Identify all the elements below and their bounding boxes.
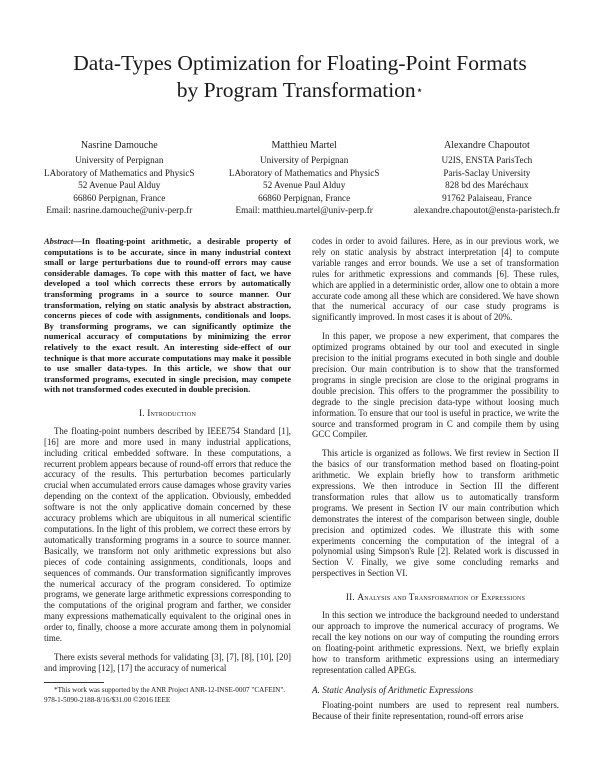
right-column bbox=[312, 236, 559, 722]
copyright-notice: 978-1-5090-2188-8/16/$31.00 ©2016 IEEE bbox=[44, 695, 171, 704]
left-column bbox=[44, 236, 291, 706]
title-footnote-mark: ⋆ bbox=[415, 83, 424, 97]
author-1 bbox=[44, 139, 195, 217]
funding-footnote: *This work was supported by the ANR Project ANR-12-INSE-0007 "CAFEIN". bbox=[54, 685, 286, 694]
author-affiliation: University of Perpignan bbox=[75, 155, 164, 165]
paper-title bbox=[40, 50, 560, 104]
author-name: Matthieu Martel bbox=[271, 140, 337, 151]
paragraph-gap bbox=[312, 440, 559, 448]
subsection-a-label: A. bbox=[312, 684, 320, 695]
section-2-title: Analysis and Transformation of Expressions bbox=[357, 592, 526, 603]
author-affiliation-lab: LAboratory of Mathematics and PhysicS bbox=[44, 167, 195, 178]
section-2-paragraph-1: In this section we introduce the background needed to understand our approach to improve the numerical accuracy of programs. We recall the key notions on our way of computing the rounding errors on floating-point arithmetic expressions. Next, we briefly explain how to transform arithmetic expressions using an intermediary representation called APEGs. bbox=[312, 610, 559, 675]
author-name: Nasrine Damouche bbox=[80, 140, 158, 151]
author-email: Email: nasrine.damouche@univ-perp.fr bbox=[46, 205, 193, 215]
author-block bbox=[44, 139, 560, 217]
abstract-lead: Abstract bbox=[44, 236, 74, 246]
right-paragraph-2: In this paper, we propose a new experiment, that compares the optimized programs obtained by our tool and executed in single precision to the initial programs executed in both single and double precision. Our main contribution is to show that the transformed programs in single precision are close to the original programs in double precision. This offers to the programmer the possibility to degrade to the single precision data-type without loosing much information. To ensure that our tool is useful in practice, we write the source and transformed program in C and compile them by using GCC Compiler. bbox=[312, 331, 559, 440]
intro-paragraph-2: There exists several methods for validating [3], [7], [8], [10], [20] and improving [12], [17] the accuracy of numerical bbox=[44, 651, 291, 673]
section-1-title: Introduction bbox=[147, 407, 197, 418]
author-address: 52 Avenue Paul Alduy bbox=[78, 180, 161, 190]
right-paragraph-3: This article is organized as follows. We first review in Section II the basics of our transformation method based on floating-point arithmetic. We explain briefly how to transform arithmetic expressions. We then introduce in Section III the different transformation rules that allow us to automatically transform programs. We present in Section IV our main contribution which demonstrates the interest of the comparison between single, double precision and optimized codes. We illustrate this with some experiments concerning the computation of the integral of a polynomial using Simpson's Rule [2]. Related work is discussed in Section V. Finally, we give some concluding remarks and perspectives in Section VI. bbox=[312, 448, 559, 579]
intro-paragraph-1: The floating-point numbers described by IEEE754 Standard [1], [16] are more and more used in many industrial applications, including critical embedded software. In these computations, a recurrent problem appears because of round-off errors that reduce the accuracy of the results. This perturbation becomes particularly crucial when accumulated errors cause damages whose gravity varies depending on the context of the application. Obviously, embedded software is not the only applicative domain concerned by these accuracy problems which are ubiquitous in all numerical scientific computations. In the light of this problem, we correct these errors by automatically transforming programs in a source to source manner. Basically, we transform not only arithmetic expressions but also pieces of code containing assignments, conditionals, loops and sequences of commands. Our transformation significantly improves the numerical accuracy of the program considered. To optimize programs, we generate large arithmetic expressions corresponding to the computations of the original program and farther, we consider many expressions mathematically equivalent to the original ones in order to, finally, choose a more accurate among them in polynomial time. bbox=[44, 425, 291, 644]
title-line-2-wrapper bbox=[40, 77, 560, 104]
author-email: alexandre.chapoutot@ensta-paristech.fr bbox=[413, 205, 560, 215]
footnote-divider bbox=[44, 682, 104, 683]
author-affiliation: University of Perpignan bbox=[260, 155, 349, 165]
author-address: 52 Avenue Paul Alduy bbox=[263, 180, 346, 190]
abstract-text: —In floating-point arithmetic, a desirable property of computations is to be accurate, since in many industrial context small or large perturbations due to round-off errors may cause considerable damages. To cope with this matter of fact, we have developed a tool which corrects these errors by automatically transforming programs in a source to source manner. Our transformation, relying on static analysis by abstract abstraction, concerns pieces of code with assignments, conditionals and loops. By transforming programs, we can significantly optimize the numerical accuracy of computations by minimizing the error relatively to the exact result. An interesting side-effect of our technique is that more accurate computations may make it possible to use smaller data-types. In this article, we show that our transformed programs, executed in single precision, may compete with not transformed codes executed in double precision. bbox=[44, 236, 291, 395]
section-1-number: I. bbox=[138, 407, 145, 418]
subsection-a-paragraph-1: Floating-point numbers are used to represent real numbers. Because of their finite representation, round-off errors arise bbox=[312, 700, 559, 722]
paragraph-gap bbox=[44, 644, 291, 652]
title-line-1: Data-Types Optimization for Floating-Point Formats bbox=[73, 51, 527, 75]
subsection-a-heading bbox=[312, 685, 559, 696]
author-affiliation-lab: LAboratory of Mathematics and PhysicS bbox=[228, 167, 380, 178]
abstract bbox=[44, 236, 291, 395]
author-affiliation-lab: Paris-Saclay University bbox=[443, 167, 531, 178]
subsection-a-title: Static Analysis of Arithmetic Expressions bbox=[322, 684, 474, 695]
section-1-heading bbox=[44, 408, 291, 419]
author-city: 66860 Perpignan, France bbox=[73, 192, 166, 203]
author-3 bbox=[414, 139, 560, 217]
author-email: Email: matthieu.martel@univ-perp.fr bbox=[235, 205, 373, 215]
author-address: 828 bd des Maréchaux bbox=[445, 180, 529, 190]
author-affiliation: U2IS, ENSTA ParisTech bbox=[441, 155, 533, 165]
author-name: Alexandre Chapoutot bbox=[443, 140, 530, 151]
title-line-2: by Program Transformation bbox=[176, 78, 416, 102]
author-city: 66860 Perpignan, France bbox=[258, 192, 351, 203]
right-paragraph-1: codes in order to avoid failures. Here, as in our previous work, we rely on static analysis by abstract interpretation [4] to compute variable ranges and error bounds. We use a set of transformation rules for arithmetic expressions and commands [6]. These rules, which are applied in a deterministic order, allow one to obtain a more accurate code among all these which are considered. We have shown that the numerical accuracy of our case study programs is significantly improved. In most cases it is about of 20%. bbox=[312, 236, 559, 323]
section-2-number: II. bbox=[345, 592, 355, 603]
author-2 bbox=[229, 139, 380, 217]
section-2-heading bbox=[312, 592, 559, 603]
paragraph-gap bbox=[312, 323, 559, 331]
author-city: 91762 Palaiseau, France bbox=[442, 192, 532, 203]
